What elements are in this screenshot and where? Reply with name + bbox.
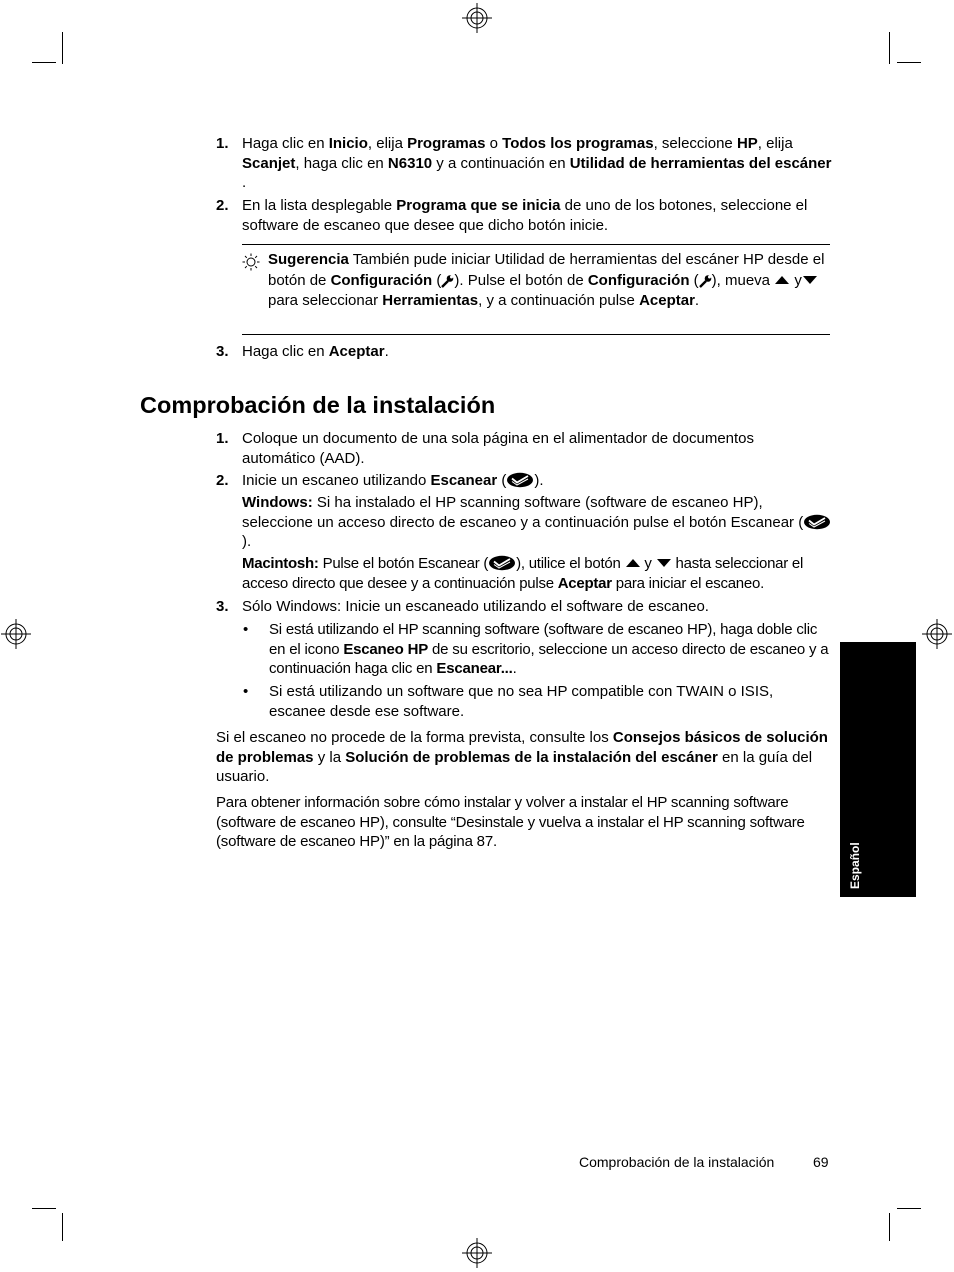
scan-icon [803, 514, 831, 530]
text: , elija [757, 135, 793, 152]
text: ( [497, 472, 507, 489]
text: y [790, 271, 802, 289]
text: ( [432, 271, 442, 289]
text: de su escritorio, seleccione un acceso directo de escaneo y a continuación haga clic en [269, 640, 829, 677]
text: ). Pulse el botón de [454, 271, 588, 289]
bold-text: Herramientas [382, 292, 479, 309]
step-number: 3. [216, 598, 229, 615]
bold-text: Aceptar [639, 292, 695, 309]
bold-text: Escaneo HP [343, 640, 429, 658]
text: . [694, 292, 700, 309]
bold-text: Windows: [242, 494, 313, 511]
step-text [242, 196, 834, 235]
text: ), utilice el botón [516, 555, 625, 572]
bold-text: N6310 [387, 154, 433, 172]
text: o [485, 135, 503, 152]
up-arrow-icon [625, 557, 641, 569]
scan-icon [506, 472, 534, 488]
text: hasta seleccionar el acceso directo que desee y a continuación pulse [242, 555, 804, 592]
step-text [242, 134, 834, 193]
bullet-mark: • [243, 683, 249, 700]
crop-mark [889, 1213, 890, 1241]
text: para iniciar el escaneo. [611, 574, 765, 592]
wrench-icon [699, 274, 712, 288]
macintosh-note [242, 554, 834, 593]
bold-text: Aceptar [557, 574, 612, 592]
bold-text: Inicio [328, 135, 368, 152]
paragraph: Para obtener información sobre cómo instalar y volver a instalar el HP scanning software (software de escaneo HP), consulte “Desinstale y vuelva a instalar el HP scanning software (software de escaneo HP)” en la página 87. [216, 794, 805, 850]
text: ). [534, 472, 544, 489]
tip-label: Sugerencia [268, 251, 349, 268]
text: . [512, 660, 517, 677]
down-arrow-icon [802, 274, 818, 286]
step-text: Sólo Windows: Inicie un escaneado utilizando el software de escaneo. [242, 598, 709, 615]
bold-text: Todos los programas [502, 135, 654, 152]
language-side-tab [840, 642, 916, 897]
text: , y a continuación pulse [478, 292, 640, 309]
text: Si ha instalado el HP scanning software (software de escaneo HP), seleccione un acceso directo de escaneo y a continuación pulse el botón Escanear ( [242, 494, 804, 531]
bold-text: Macintosh: [242, 555, 319, 572]
text: Pulse el botón Escanear ( [318, 555, 489, 572]
bold-text: Aceptar [328, 343, 385, 360]
text: , seleccione [653, 135, 737, 152]
crop-mark [897, 1208, 921, 1209]
bold-text: Utilidad de herramientas del escáner [569, 154, 832, 172]
crop-mark [32, 62, 56, 63]
bold-text: Configuración [330, 271, 433, 289]
text: y [640, 555, 656, 572]
lightbulb-icon [242, 253, 260, 271]
section-heading: Comprobación de la instalación [140, 392, 496, 418]
text: Haga clic en [242, 343, 329, 360]
wrench-icon [441, 274, 454, 288]
bold-text: Configuración [587, 271, 690, 289]
bold-text: Programa que se inicia [396, 197, 561, 214]
bold-text: Programas [407, 135, 486, 152]
step-number: 1. [216, 430, 229, 447]
bold-text: Solución de problemas de la instalación del escáner [345, 748, 718, 766]
page-number: 69 [813, 1154, 829, 1170]
text: Si el escaneo no procede de la forma prevista, consulte los [216, 729, 613, 746]
bullet-text: Si está utilizando un software que no sea HP compatible con TWAIN o ISIS, escanee desde ese software. [269, 683, 774, 720]
text: Haga clic en [242, 135, 329, 152]
text: ( [689, 271, 699, 289]
text: Si está utilizando el HP scanning software (software de escaneo HP), haga doble clic en el icono [269, 621, 818, 658]
tip-bottom-rule [242, 334, 830, 335]
registration-mark-icon [921, 618, 953, 650]
text: También pude iniciar Utilidad de herramientas del escáner HP desde el botón de [268, 251, 825, 289]
scan-icon [488, 555, 516, 571]
text: ). [242, 533, 252, 550]
text: . [242, 174, 247, 191]
text: y a continuación en [432, 154, 570, 172]
bullet-mark: • [243, 621, 249, 638]
crop-mark [62, 32, 63, 64]
step-number: 1. [216, 135, 229, 152]
tip-text [268, 250, 828, 312]
text: , elija [367, 135, 408, 152]
step-number: 2. [216, 197, 229, 214]
bold-text: Consejos básicos de solución de problemas [216, 729, 828, 766]
windows-note [242, 493, 834, 552]
crop-mark [889, 32, 890, 64]
bold-text: Scanjet [242, 154, 296, 172]
step-number: 2. [216, 472, 229, 489]
step-text: Coloque un documento de una sola página en el alimentador de documentos automático (AAD). [242, 430, 755, 467]
step-text [242, 471, 834, 491]
text: Inicie un escaneo utilizando [242, 472, 431, 489]
bold-text: Escanear... [436, 660, 513, 677]
bold-text: Escanear [430, 472, 498, 489]
down-arrow-icon [656, 557, 672, 569]
text: en la guía del usuario. [216, 748, 813, 785]
text: . [384, 343, 389, 360]
text: En la lista desplegable [242, 197, 397, 214]
text: de uno de los botones, seleccione el software de escaneo que desee que dicho botón inicie. [242, 197, 808, 234]
footer-title: Comprobación de la instalación [579, 1154, 775, 1170]
step-number: 3. [216, 343, 229, 360]
registration-mark-icon [461, 2, 493, 34]
step-text [242, 342, 834, 362]
crop-mark [897, 62, 921, 63]
text: y la [313, 748, 346, 766]
tip-top-rule [242, 244, 830, 245]
registration-mark-icon [0, 618, 32, 650]
bold-text: HP [736, 135, 758, 152]
up-arrow-icon [774, 274, 790, 286]
text: ), mueva [711, 271, 775, 289]
text: para seleccionar [268, 292, 383, 309]
bullet-text [269, 620, 834, 679]
crop-mark [32, 1208, 56, 1209]
paragraph [216, 728, 834, 787]
text: , haga clic en [295, 154, 388, 172]
registration-mark-icon [461, 1237, 493, 1269]
crop-mark [62, 1213, 63, 1241]
side-tab-label: Español [848, 842, 862, 889]
